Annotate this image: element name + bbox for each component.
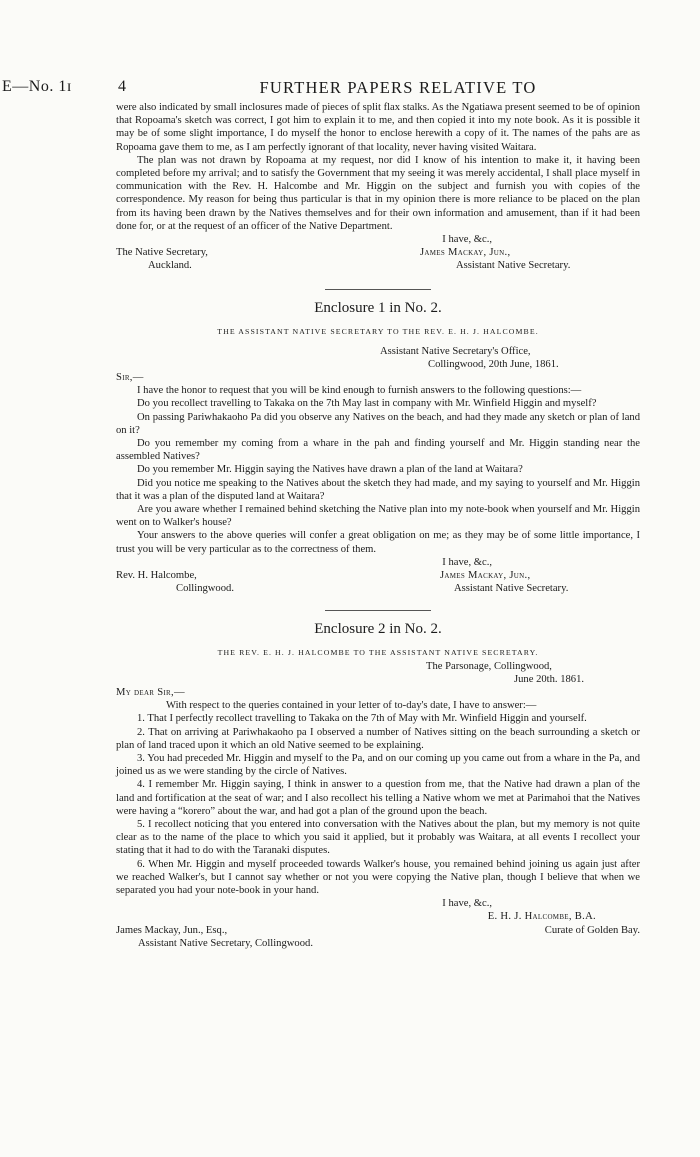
letter1-paragraph-2: The plan was not drawn by Ropoama at my request, nor did I know of his intention to make it, it having been completed before my arrival; and to satisfy the Government that my seeing it was merely accidental, I shall place myself in communication with the Rev. H. Halcombe and Mr. Higgin on the subject and furnish you with copies of the correspondence. My reason for being thus particular is that in my opinion there is more reliance to be placed on the plan from its having been drawn by the Natives themselves and for their own information and amusement, than if it had been done for, or at the request of an officer of the Native Department. [116, 154, 640, 232]
enclosure1-addressee: Rev. H. Halcombe, [116, 570, 197, 582]
enclosure2-answer-5: 5. I recollect noticing that you entered into conversation with the Natives about the plan, but my memory is not quite clear as to the name of the place to which you said it applied, but it probably was Waitara, at all events I recollect your stating that it had to do with the Taranaki disputes. [116, 818, 640, 857]
enclosure2-answer-4: 4. I remember Mr. Higgin saying, I think in answer to a question from me, that the Native had drawn a plan of the land and fortification at the seat of war; and I also recollect his telling a Native whom we met at Parimahoi that the Natives were having a “korero” about the war, and had got a plan of the ground upon the beach. [116, 779, 640, 817]
enclosure1-question-6: Are you aware whether I remained behind sketching the Native plan into my note-book when yourself and Mr. Higgin went on to Walker's house? [116, 504, 640, 529]
enclosure1-question-1: Do you recollect travelling to Takaka on the 7th May last in company with Mr. Winfield Higgin and myself? [137, 398, 597, 410]
enclosure2-heading: Enclosure 2 in No. 2. [314, 620, 442, 637]
letter1-addressee: The Native Secretary, [116, 247, 208, 259]
enclosure1-signer-title: Assistant Native Secretary. [454, 583, 569, 595]
page-header [0, 78, 700, 100]
enclosure2-answer-6: 6. When Mr. Higgin and myself proceeded towards Walker's house, you remained behind joining us again just after we reached Walker's, but I cannot say whether or not you were copying the Native plan, though I believe that when we separated you had your note-book in your hand. [116, 858, 640, 896]
enclosure1-question-2: On passing Pariwhakaoho Pa did you observe any Natives on the beach, and had they made any sketch or plan of land on it? [116, 411, 640, 436]
enclosure2-signer-title: Curate of Golden Bay. [544, 924, 640, 936]
enclosure1-question-5: Did you notice me speaking to the Natives about the sketch they had made, and my saying to yourself and Mr. Higgin that it was a plan of the disputed land at Waitara? [116, 477, 640, 502]
enclosure2-signature-block [116, 924, 640, 950]
enclosure1-question-4: Do you remember Mr. Higgin saying the Natives have drawn a plan of the land at Waitara? [137, 464, 523, 476]
enclosure2-answer-2: 2. That on arriving at Pariwhakaoho pa I observed a number of Natives sitting on the beach surrounding a sketch or plan of land traced upon it which an old Native seemed to be explaining. [116, 726, 640, 751]
enclosure2-intro: With respect to the queries contained in your letter of to-day's date, I have to answer:— [166, 700, 537, 712]
enclosure1-paragraph-2: Your answers to the above queries will confer a great obligation on me; as they may be of some little importance, I trust you will be very particular as to the correctness of them. [116, 530, 640, 555]
enclosure2-closing: I have, &c., [442, 898, 492, 910]
enclosure1-salutation: Sir,— [116, 372, 144, 384]
running-title: FURTHER PAPERS RELATIVE TO [259, 78, 537, 97]
enclosure2-address-line-2: June 20th. 1861. [514, 673, 585, 685]
enclosure2-answer-1: 1. That I perfectly recollect travelling to Takaka on the 7th of May with Mr. Winfield Higgin and yourself. [137, 713, 587, 725]
enclosure1-address-line-1: Assistant Native Secretary's Office, [380, 345, 531, 357]
letter1-signer: James Mackay, Jun., [420, 247, 511, 259]
section-divider [325, 289, 431, 290]
letter1-signer-title: Assistant Native Secretary. [456, 260, 571, 272]
enclosure1-addressee-place: Collingwood. [176, 583, 234, 595]
enclosure1-heading: Enclosure 1 in No. 2. [314, 299, 442, 316]
enclosure1-caption: THE ASSISTANT NATIVE SECRETARY TO THE REV. E. H. J. HALCOMBE. [217, 326, 539, 336]
letter1-addressee-place: Auckland. [148, 260, 192, 272]
document-body [116, 101, 640, 950]
series-number: E—No. 1ɪ [2, 78, 72, 95]
enclosure1-address-line-2: Collingwood, 20th June, 1861. [428, 358, 559, 370]
enclosure1-signature-block [116, 569, 640, 595]
letter1-paragraph-1: were also indicated by small inclosures made of pieces of split flax stalks. As the Ngatiawa present seemed to be of opinion that Ropoama's sketch was correct, I got him to explain it to me, and then copied it into my note book. As it is possible it may be of some slight importance, I do myself the honor to enclose herewith a copy of it. The names of the pahs are as Ropoama gave them to me, as I am perfectly ignorant of that locality, never having visited Waitara. [116, 102, 640, 153]
enclosure2-addressee: James Mackay, Jun., Esq., [116, 924, 228, 936]
enclosure1-closing: I have, &c., [442, 556, 492, 568]
enclosure1-signer: James Mackay, Jun., [440, 570, 531, 582]
enclosure2-salutation: My dear Sir,— [116, 686, 185, 698]
enclosure2-caption: THE REV. E. H. J. HALCOMBE TO THE ASSISTANT NATIVE SECRETARY. [217, 647, 539, 657]
letter1-closing: I have, &c., [442, 234, 492, 246]
enclosure2-signer: E. H. J. Halcombe, B.A. [487, 911, 596, 923]
section-divider-2 [325, 610, 431, 611]
page-number: 4 [118, 78, 126, 95]
letter1-signature-block [116, 246, 640, 272]
enclosure1-question-3: Do you remember my coming from a whare in the pah and finding yourself and Mr. Higgin standing near the assembled Natives? [116, 438, 640, 463]
enclosure2-answer-3: 3. You had preceded Mr. Higgin and myself to the Pa, and on our coming up you came out from a whare in the Pa, and joined us as we were standing by the circle of Natives. [116, 752, 640, 778]
enclosure2-address-line-1: The Parsonage, Collingwood, [426, 660, 552, 672]
enclosure2-addressee-title: Assistant Native Secretary, Collingwood. [138, 937, 313, 949]
enclosure1-paragraph-1: I have the honor to request that you will be kind enough to furnish answers to the following questions:— [137, 385, 582, 397]
